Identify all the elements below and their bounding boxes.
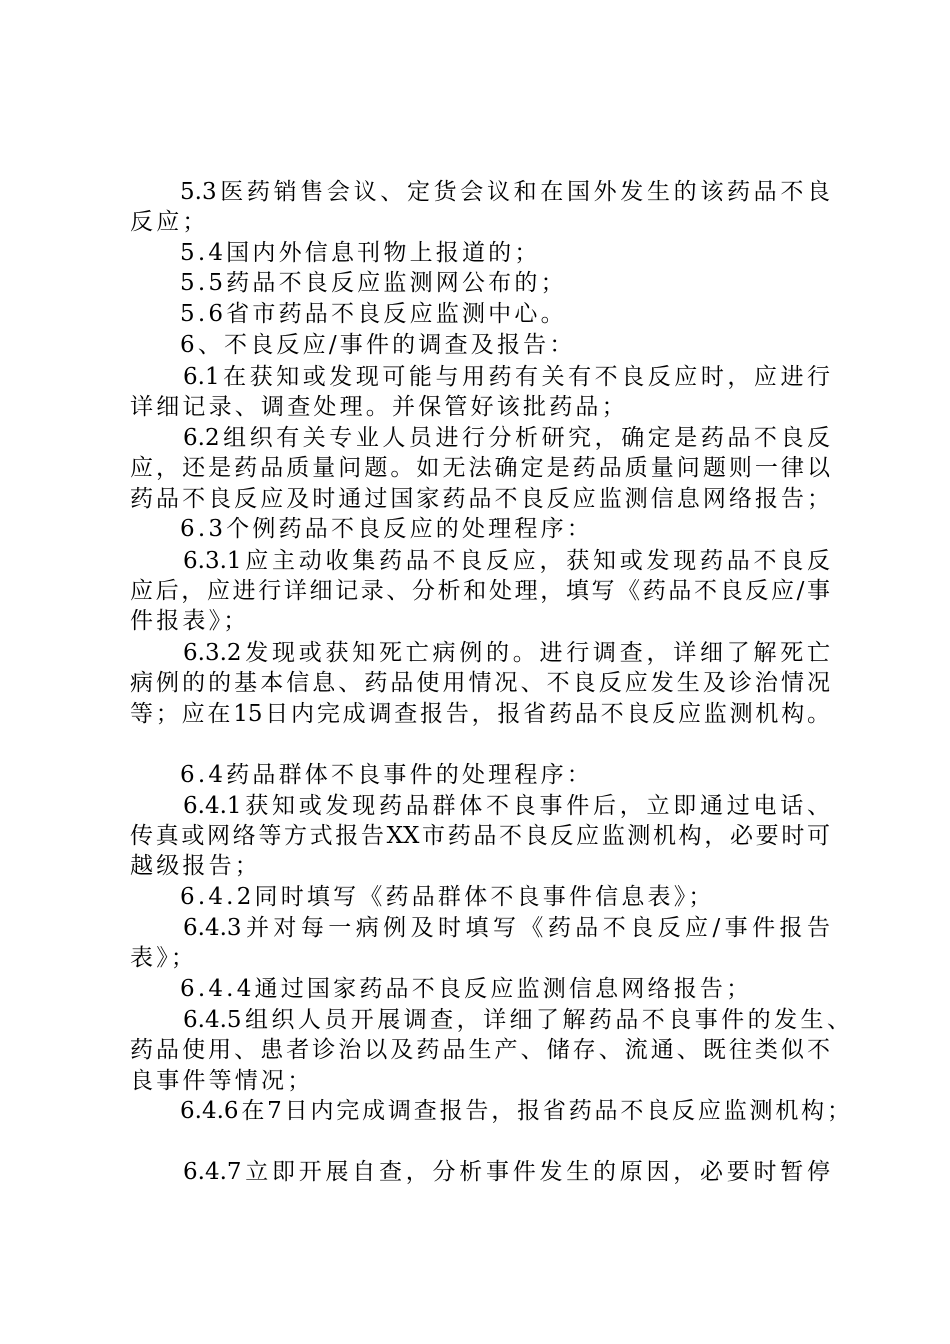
paragraph-line: 件报表》； [130, 608, 250, 634]
paragraph-line: 6.3.2发现或获知死亡病例的。进行调查，详细了解死亡 [183, 640, 830, 666]
paragraph-line: 6.3.1应主动收集药品不良反应，获知或发现药品不良反 [183, 548, 830, 574]
paragraph-line: 6.4.4通过国家药品不良反应监测信息网络报告； [180, 976, 753, 1002]
section-heading: 6、不良反应/事件的调查及报告： [180, 332, 576, 358]
paragraph-line: 5.3医药销售会议、定货会议和在国外发生的该药品不良 [180, 179, 830, 205]
paragraph-line: 6.4.2同时填写《药品群体不良事件信息表》； [180, 884, 715, 910]
paragraph-line: 详细记录、调查处理。并保管好该批药品； [130, 394, 628, 420]
paragraph-line: 6.4.3并对每一病例及时填写《药品不良反应/事件报告 [183, 915, 830, 941]
paragraph-line: 5.5药品不良反应监测网公布的； [180, 270, 567, 296]
paragraph-line: 越级报告； [130, 853, 261, 879]
paragraph-line: 6.4.1获知或发现药品群体不良事件后，立即通过电话、 [183, 793, 830, 819]
paragraph-line: 传真或网络等方式报告XX市药品不良反应监测机构，必要时可 [130, 823, 830, 849]
paragraph-line: 表》； [130, 945, 198, 971]
paragraph-line: 等；应在15日内完成调查报告，报省药品不良反应监测机构。 [130, 701, 830, 727]
paragraph-line: 6.4.6在7日内完成调查报告，报省药品不良反应监测机构； [180, 1098, 850, 1124]
subsection-heading: 6.3个例药品不良反应的处理程序： [180, 516, 593, 542]
paragraph-line: 6.4.5组织人员开展调查，详细了解药品不良事件的发生、 [183, 1007, 850, 1033]
paragraph-line: 6.2组织有关专业人员进行分析研究，确定是药品不良反 [183, 425, 830, 451]
paragraph-line: 5.4国内外信息刊物上报道的； [180, 240, 541, 266]
paragraph-line: 6.1在获知或发现可能与用药有关有不良反应时，应进行 [183, 364, 830, 390]
paragraph-line: 药品使用、患者诊治以及药品生产、储存、流通、既往类似不 [130, 1037, 830, 1063]
paragraph-line: 病例的的基本信息、药品使用情况、不良反应发生及诊治情况 [130, 670, 830, 696]
subsection-heading: 6.4药品群体不良事件的处理程序： [180, 762, 593, 788]
paragraph-line: 5.6省市药品不良反应监测中心。 [180, 301, 567, 327]
paragraph-line: 药品不良反应及时通过国家药品不良反应监测信息网络报告； [130, 486, 830, 512]
paragraph-line: 应后，应进行详细记录、分析和处理，填写《药品不良反应/事 [130, 578, 830, 604]
paragraph-line: 良事件等情况； [130, 1068, 314, 1094]
paragraph-line: 6.4.7立即开展自查，分析事件发生的原因，必要时暂停 [183, 1159, 830, 1185]
paragraph-line: 应，还是药品质量问题。如无法确定是药品质量问题则一律以 [130, 455, 830, 481]
paragraph-line: 反应； [130, 209, 209, 235]
